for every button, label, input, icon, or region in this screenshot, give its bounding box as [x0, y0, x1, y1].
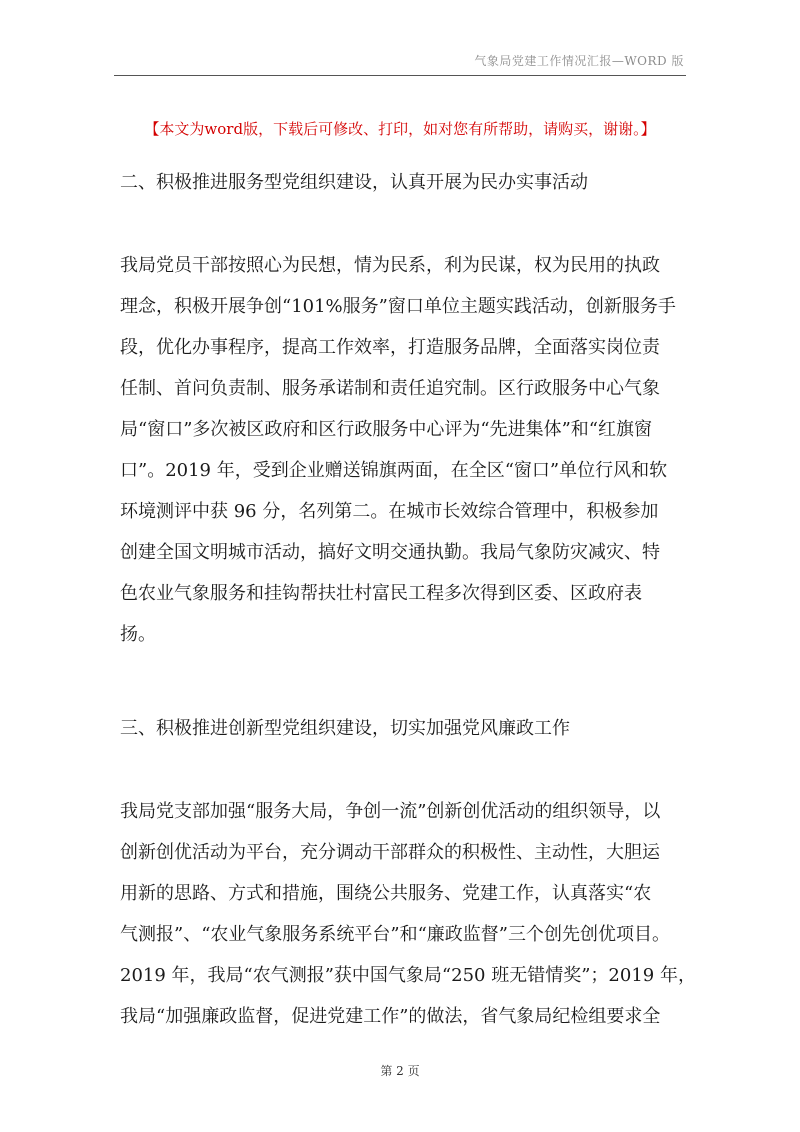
- paragraph-line: 创建全国文明城市活动，搞好文明交通执勤。我局气象防灾减灾、特: [120, 542, 660, 563]
- paragraph-line: 我局党员干部按照心为民想，情为民系，利为民谋，权为民用的执政: [120, 255, 660, 276]
- page-number: 第 2 页: [380, 1064, 420, 1078]
- section-heading-3: 三、积极推进创新型党组织建设，切实加强党风廉政工作: [120, 718, 570, 739]
- paragraph-line: 局“窗口”多次被区政府和区行政服务中心评为“先进集体”和“红旗窗: [120, 419, 653, 440]
- paragraph-line: 创新创优活动为平台，充分调动干部群众的积极性、主动性，大胆运: [120, 842, 660, 863]
- paragraph-line: 我局“加强廉政监督，促进党建工作”的做法，省气象局纪检组要求全: [120, 1006, 661, 1027]
- paragraph-line: 环境测评中获 96 分，名列第二。在城市长效综合管理中，积极参加: [120, 501, 659, 522]
- paragraph-line: 任制、首问负责制、服务承诺制和责任追究制。区行政服务中心气象: [120, 378, 660, 399]
- running-header: 气象局党建工作情况汇报—WORD 版: [474, 54, 684, 68]
- paragraph-line: 色农业气象服务和挂钩帮扶壮村富民工程多次得到区委、区政府表: [120, 583, 642, 604]
- section-2-paragraph: [120, 245, 684, 655]
- paragraph-line: 2019 年，我局“农气测报”获中国气象局“250 班无错情奖”；2019 年，: [120, 965, 696, 986]
- section-3-paragraph: [120, 791, 696, 1037]
- paragraph-line: 口”。2019 年，受到企业赠送锦旗两面，在全区“窗口”单位行风和软: [120, 460, 668, 481]
- paragraph-line: 我局党支部加强“服务大局，争创一流”创新创优活动的组织领导，以: [120, 801, 661, 822]
- section-heading-2: 二、积极推进服务型党组织建设，认真开展为民办实事活动: [120, 172, 588, 193]
- paragraph-line: 段，优化办事程序，提高工作效率，打造服务品牌，全面落实岗位责: [120, 337, 660, 358]
- paragraph-line: 理念，积极开展争创“101%服务”窗口单位主题实践活动，创新服务手: [120, 296, 676, 317]
- paragraph-line: 气测报”、“农业气象服务系统平台”和“廉政监督”三个创先创优项目。: [120, 924, 671, 945]
- download-notice: 【本文为word版，下载后可修改、打印，如对您有所帮助，请购买，谢谢。】: [144, 120, 656, 138]
- header-divider: [114, 75, 686, 76]
- paragraph-line: 扬。: [120, 624, 156, 645]
- paragraph-line: 用新的思路、方式和措施，围绕公共服务、党建工作，认真落实“农: [120, 883, 652, 904]
